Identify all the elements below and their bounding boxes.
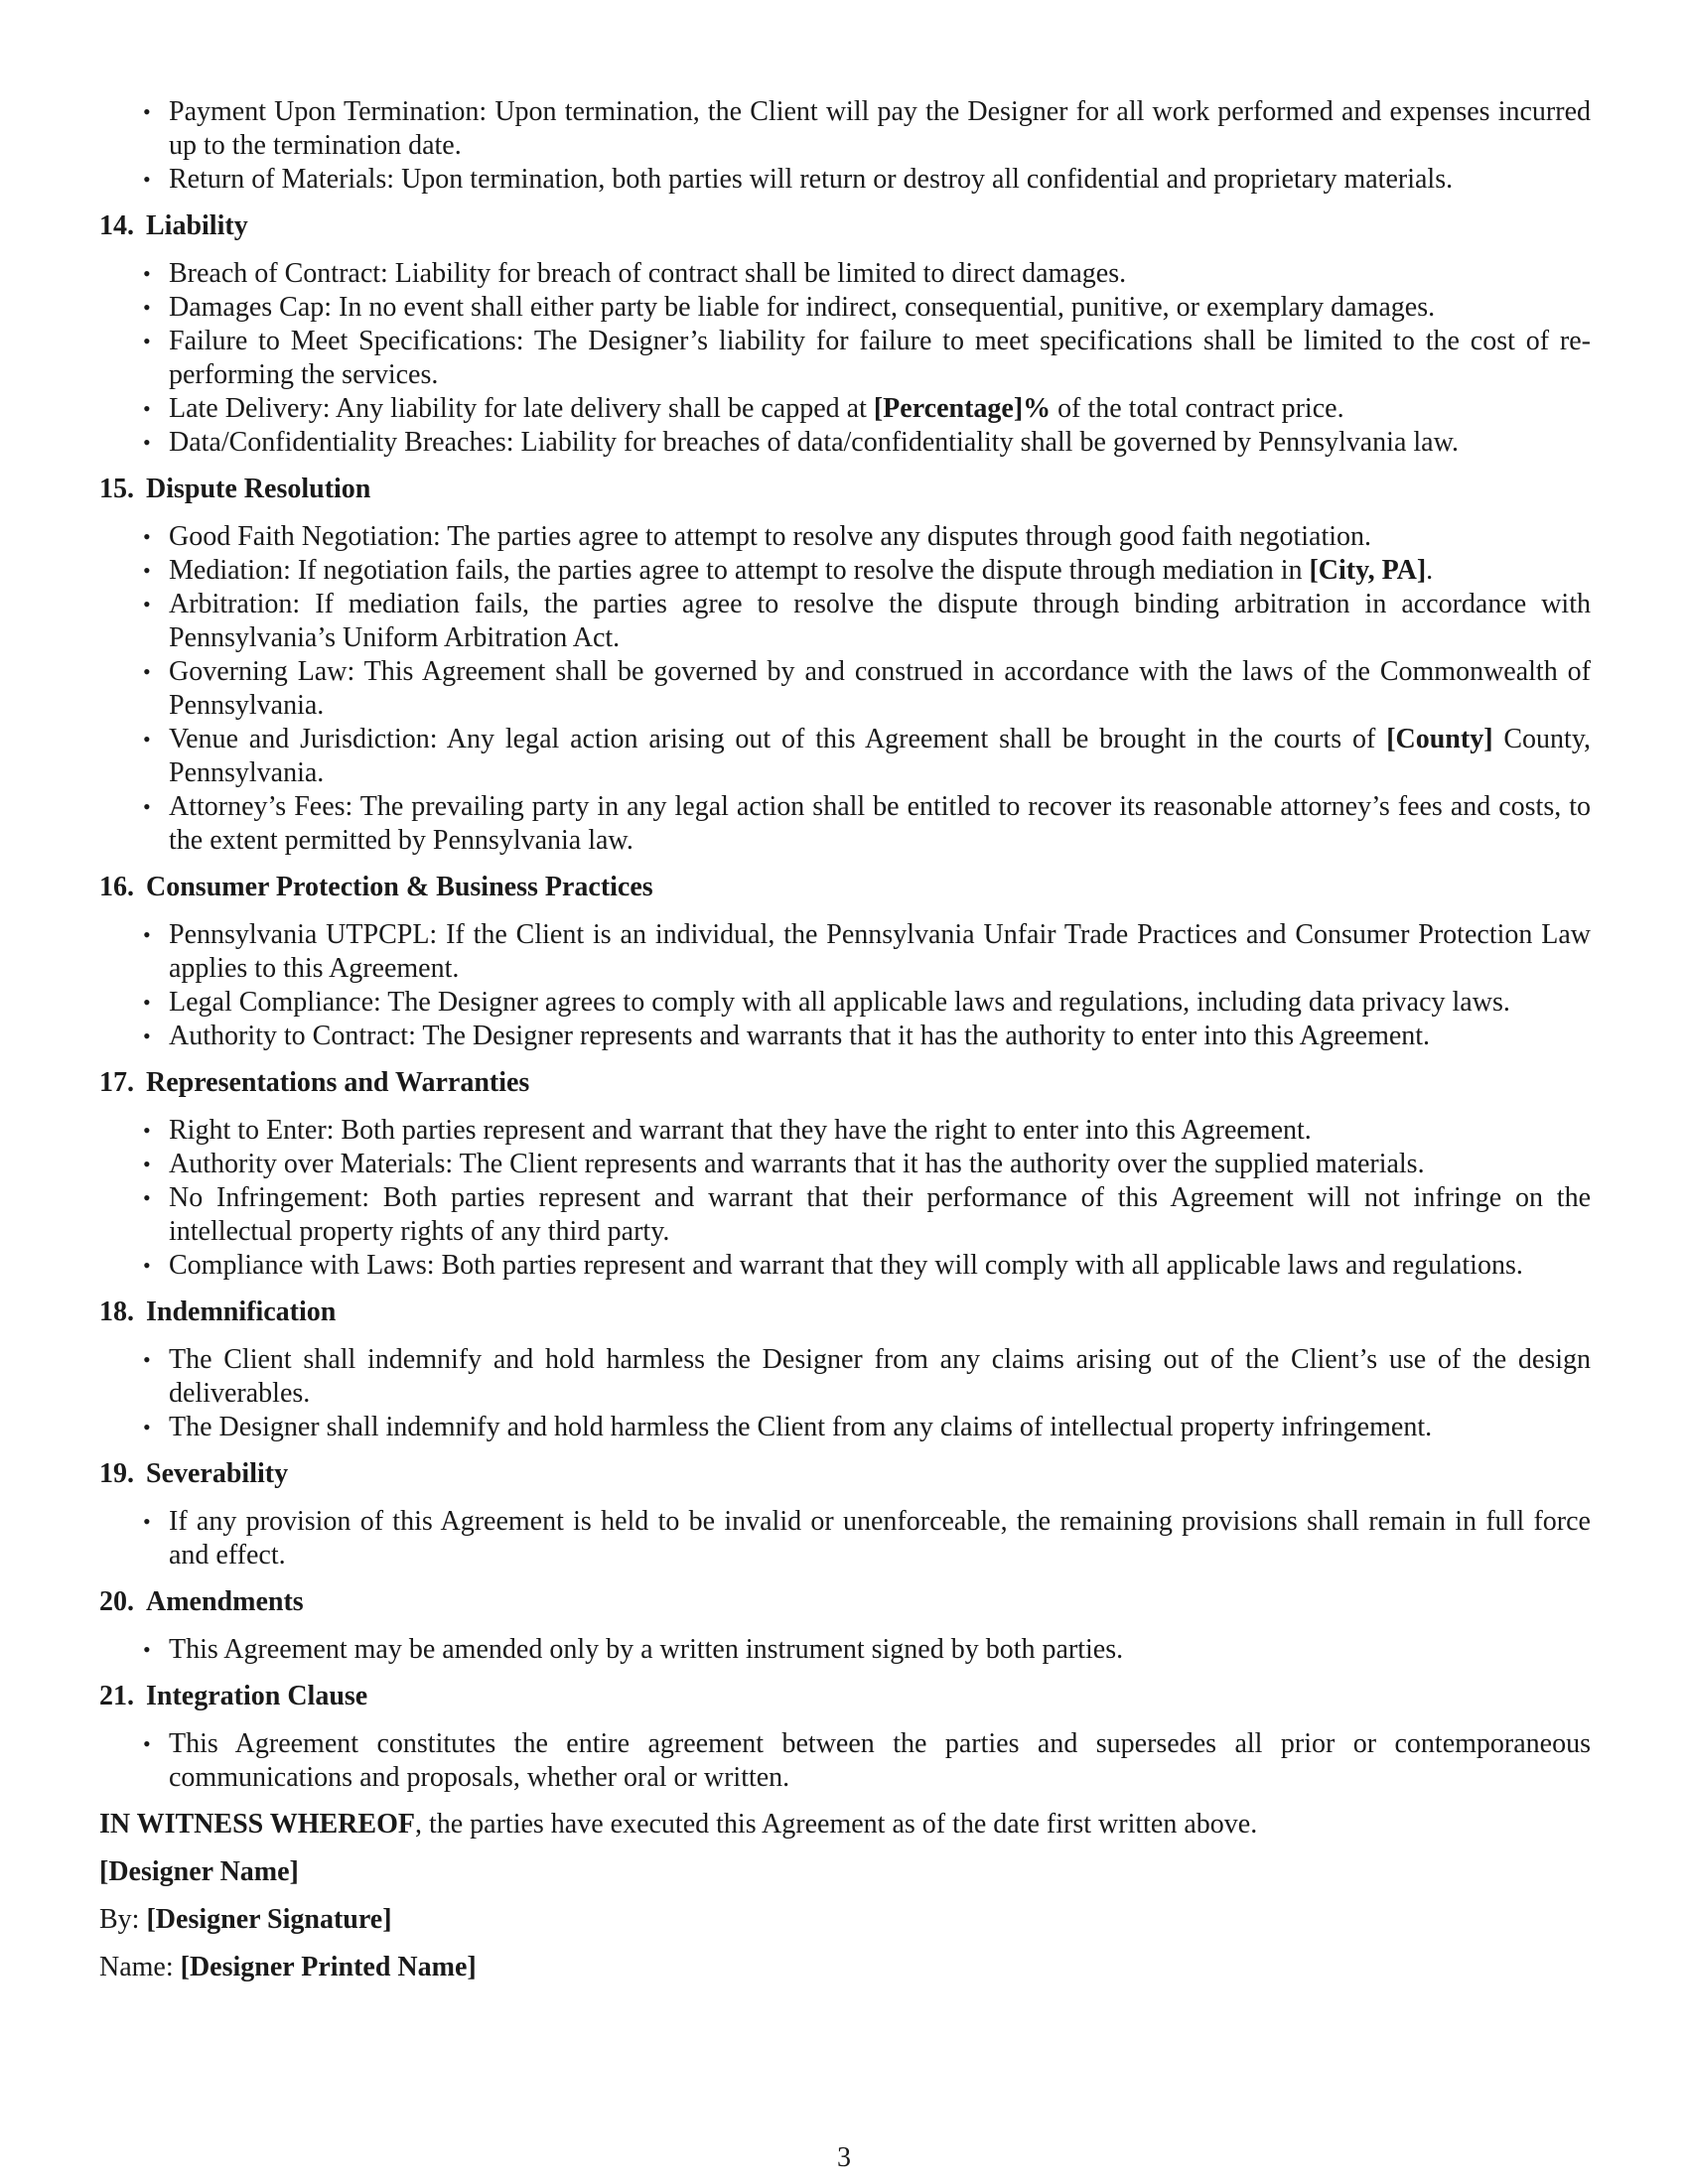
severability-bullet-list bbox=[99, 1505, 1591, 1572]
list-item: • Late Delivery: Any liability for late delivery shall be capped at [Percentage]% of the total contract price. bbox=[143, 393, 1344, 424]
bullet-icon: • bbox=[143, 524, 151, 549]
representations-bullet-list bbox=[99, 1114, 1591, 1283]
bullet-icon: • bbox=[143, 727, 151, 751]
bullet-icon: • bbox=[143, 794, 151, 819]
list-item: • Governing Law: This Agreement shall be governed by and construed in accordance with the laws of the Commonwealth of Pennsylvania. bbox=[143, 656, 1591, 721]
list-item: • This Agreement may be amended only by a written instrument signed by both parties. bbox=[143, 1634, 1124, 1665]
bullet-icon: • bbox=[143, 990, 151, 1015]
bullet-icon: • bbox=[143, 1024, 151, 1048]
list-item: • The Designer shall indemnify and hold harmless the Client from any claims of intellectual property infringement. bbox=[143, 1412, 1433, 1442]
bullet-icon: • bbox=[143, 1637, 151, 1662]
list-item: • Mediation: If negotiation fails, the parties agree to attempt to resolve the dispute through mediation in [City, PA]. bbox=[143, 555, 1434, 586]
bullet-icon: • bbox=[143, 1509, 151, 1534]
section-heading-dispute-resolution: 15. Dispute Resolution bbox=[99, 474, 371, 504]
section-heading-severability: 19. Severability bbox=[99, 1458, 289, 1489]
designer-printed-name-line: Name: [Designer Printed Name] bbox=[99, 1952, 477, 1982]
section-heading-consumer-protection: 16. Consumer Protection & Business Practices bbox=[99, 872, 653, 902]
bullet-icon: • bbox=[143, 1347, 151, 1372]
bullet-icon: • bbox=[143, 592, 151, 616]
list-item: • Right to Enter: Both parties represent and warrant that they have the right to enter into this Agreement. bbox=[143, 1115, 1312, 1146]
list-item: • Legal Compliance: The Designer agrees to comply with all applicable laws and regulations, including data privacy laws. bbox=[143, 987, 1510, 1018]
percentage-placeholder: [Percentage]% bbox=[873, 393, 1052, 424]
list-item: • Pennsylvania UTPCPL: If the Client is an individual, the Pennsylvania Unfair Trade Practices and Consumer Protection Law applies to this Agreement. bbox=[143, 919, 1591, 984]
county-placeholder: [County] bbox=[1386, 724, 1493, 754]
bullet-icon: • bbox=[143, 396, 151, 421]
document-page bbox=[99, 95, 1591, 1998]
list-item: • Payment Upon Termination: Upon termination, the Client will pay the Designer for all work performed and expenses incurred up to the termination date. bbox=[143, 96, 1591, 161]
bullet-icon: • bbox=[143, 1185, 151, 1210]
integration-clause-bullet-list bbox=[99, 1727, 1591, 1795]
bullet-icon: • bbox=[143, 1152, 151, 1176]
witness-statement: IN WITNESS WHEREOF, the parties have executed this Agreement as of the date first written above. bbox=[99, 1809, 1258, 1840]
list-item: • Compliance with Laws: Both parties represent and warrant that they will comply with all applicable laws and regulations. bbox=[143, 1250, 1523, 1281]
city-placeholder: [City, PA] bbox=[1309, 555, 1427, 586]
amendments-bullet-list bbox=[99, 1633, 1591, 1667]
bullet-icon: • bbox=[143, 659, 151, 684]
indemnification-bullet-list bbox=[99, 1343, 1591, 1444]
page-number: 3 bbox=[837, 2142, 851, 2173]
bullet-icon: • bbox=[143, 1253, 151, 1278]
dispute-resolution-bullet-list bbox=[99, 520, 1591, 858]
list-item: • If any provision of this Agreement is held to be invalid or unenforceable, the remaining provisions shall remain in full force and effect. bbox=[143, 1506, 1591, 1570]
bullet-icon: • bbox=[143, 167, 151, 192]
list-item: • No Infringement: Both parties represent and warrant that their performance of this Agreement will not infringe on the intellectual property rights of any third party. bbox=[143, 1182, 1591, 1247]
list-item: • Arbitration: If mediation fails, the parties agree to resolve the dispute through binding arbitration in accordance with Pennsylvania’s Uniform Arbitration Act. bbox=[143, 589, 1591, 653]
section-heading-representations: 17. Representations and Warranties bbox=[99, 1067, 530, 1098]
list-item: • Breach of Contract: Liability for breach of contract shall be limited to direct damages. bbox=[143, 258, 1127, 289]
list-item: • The Client shall indemnify and hold harmless the Designer from any claims arising out of the Client’s use of the design deliverables. bbox=[143, 1344, 1591, 1409]
list-item: • Attorney’s Fees: The prevailing party in any legal action shall be entitled to recover its reasonable attorney’s fees and costs, to the extent permitted by Pennsylvania law. bbox=[143, 791, 1591, 856]
section-heading-indemnification: 18. Indemnification bbox=[99, 1297, 337, 1327]
bullet-icon: • bbox=[143, 295, 151, 320]
consumer-protection-bullet-list bbox=[99, 918, 1591, 1053]
list-item: • Failure to Meet Specifications: The Designer’s liability for failure to meet specifications shall be limited to the cost of re-performing the services. bbox=[143, 326, 1591, 390]
bullet-icon: • bbox=[143, 558, 151, 583]
list-item: • This Agreement constitutes the entire agreement between the parties and supersedes all prior or contemporaneous communications and proposals, whether oral or written. bbox=[143, 1728, 1591, 1793]
list-item: • Good Faith Negotiation: The parties agree to attempt to resolve any disputes through good faith negotiation. bbox=[143, 521, 1371, 552]
bullet-icon: • bbox=[143, 430, 151, 455]
bullet-icon: • bbox=[143, 329, 151, 353]
bullet-icon: • bbox=[143, 1118, 151, 1143]
bullet-icon: • bbox=[143, 99, 151, 124]
list-item: • Authority to Contract: The Designer represents and warrants that it has the authority to enter into this Agreement. bbox=[143, 1021, 1431, 1051]
termination-bullet-list bbox=[99, 95, 1591, 197]
designer-name-line: [Designer Name] bbox=[99, 1856, 299, 1887]
list-item: • Authority over Materials: The Client represents and warrants that it has the authority over the supplied materials. bbox=[143, 1149, 1425, 1179]
list-item: • Data/Confidentiality Breaches: Liability for breaches of data/confidentiality shall be governed by Pennsylvania law. bbox=[143, 427, 1459, 458]
list-item: • Damages Cap: In no event shall either party be liable for indirect, consequential, punitive, or exemplary damages. bbox=[143, 292, 1436, 323]
bullet-icon: • bbox=[143, 922, 151, 947]
bullet-icon: • bbox=[143, 261, 151, 286]
list-item: • Venue and Jurisdiction: Any legal action arising out of this Agreement shall be brought in the courts of [County] County, Pennsylvania. bbox=[143, 724, 1592, 788]
list-item: • Return of Materials: Upon termination, both parties will return or destroy all confidential and proprietary materials. bbox=[143, 164, 1454, 195]
designer-signature-line: By: [Designer Signature] bbox=[99, 1904, 392, 1935]
liability-bullet-list bbox=[99, 257, 1591, 460]
bullet-icon: • bbox=[143, 1415, 151, 1439]
bullet-icon: • bbox=[143, 1731, 151, 1756]
section-heading-integration-clause: 21. Integration Clause bbox=[99, 1681, 368, 1711]
section-heading-liability: 14. Liability bbox=[99, 210, 248, 241]
section-heading-amendments: 20. Amendments bbox=[99, 1586, 304, 1617]
